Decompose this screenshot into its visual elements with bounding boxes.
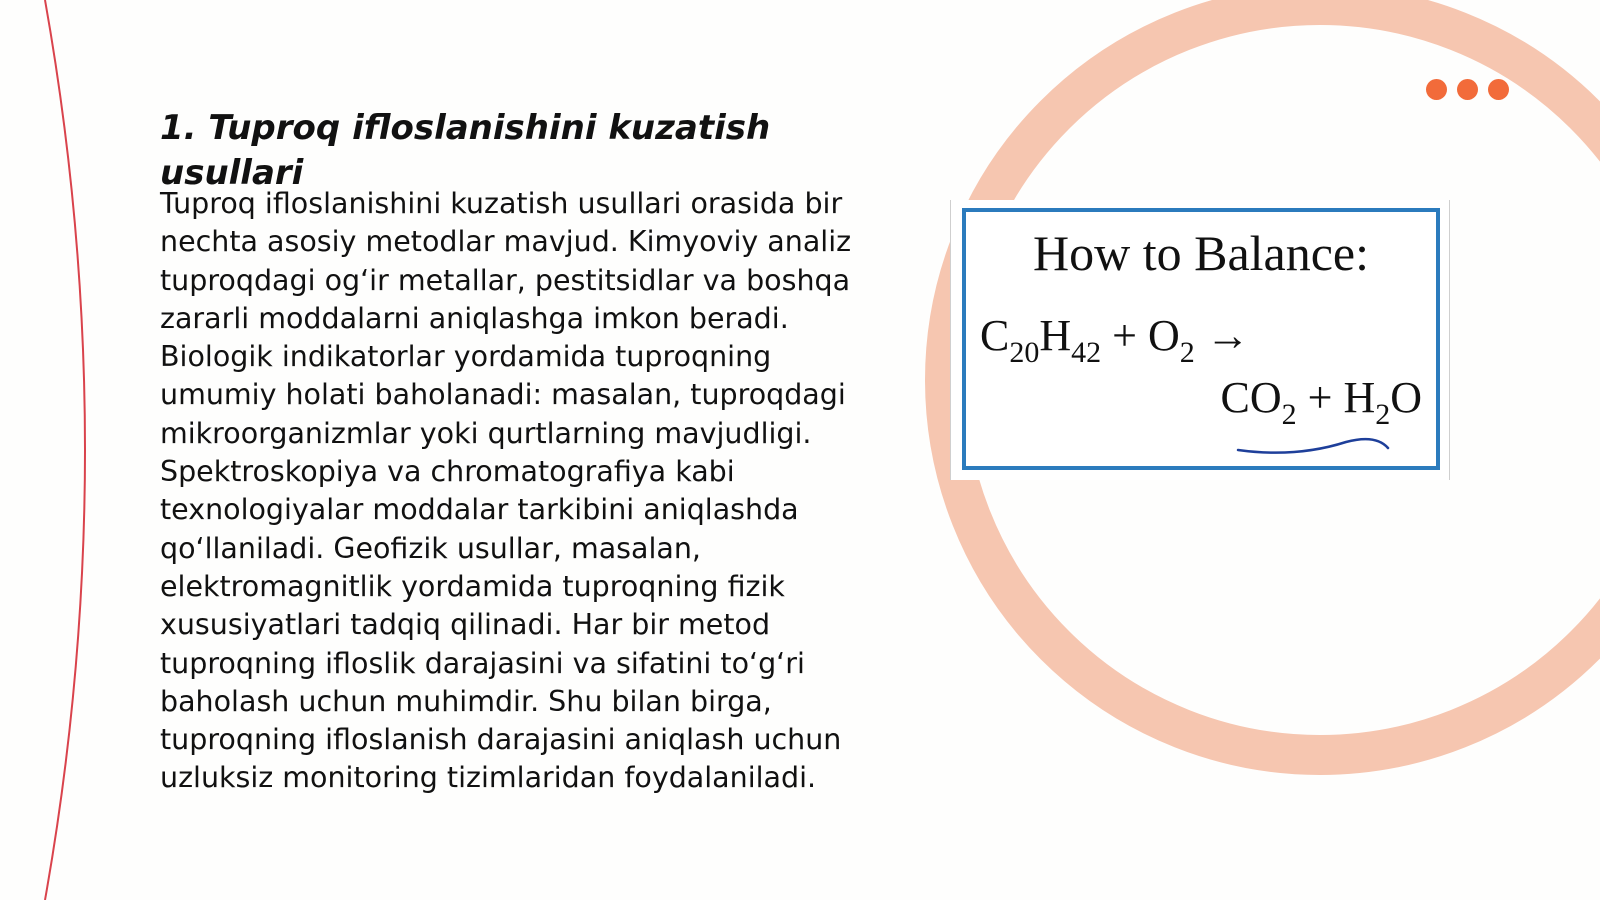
slide-body-text: Tuproq ifloslanishini kuzatish usullari orasida bir nechta asosiy metodlar mavjud. Kimyoviy analiz tuproqdagi og‘ir metallar, pestitsidlar va boshqa zararli moddalarni aniqlashga imkon beradi. Biologik indikatorlar yordamida tuproqning umumiy holati baholanadi: masalan, tuproqdagi mikroorganizmlar yoki qurtlarning mavjudligi. Spektroskopiya va chromatografiya kabi texnologiyalar moddalar tarkibini aniqlashda qo‘llaniladi. Geofizik usullar, masalan, elektromagnitlik yordamida tuproqning fizik xususiyatlari tadqiq qilinadi. Har bir metod tuproqning ifloslik darajasini va sifatini to‘g‘ri baholash uchun muhimdir. Shu bilan birga, tuproqning ifloslanish darajasini aniqlash uchun uzluksiz monitoring tizimlaridan foydalaniladi. (160, 187, 852, 795)
three-dots-icon (1426, 79, 1512, 101)
left-red-curve (45, 0, 85, 900)
equation-box (962, 208, 1440, 470)
dot-icon (1426, 79, 1447, 100)
slide-title: 1. Tuproq ifloslanishini kuzatish usullari (160, 108, 771, 193)
dot-icon (1488, 79, 1509, 100)
equation-reactants: $C_{20}H_{42} + O_2$ → (980, 311, 1250, 369)
handwritten-underline (1236, 432, 1396, 462)
equation-heading: How to Balance: (1032, 225, 1369, 281)
equation-image (950, 200, 1450, 480)
equation-products: $CO_2 + H_2O$ (1220, 373, 1422, 431)
dot-icon (1457, 79, 1478, 100)
